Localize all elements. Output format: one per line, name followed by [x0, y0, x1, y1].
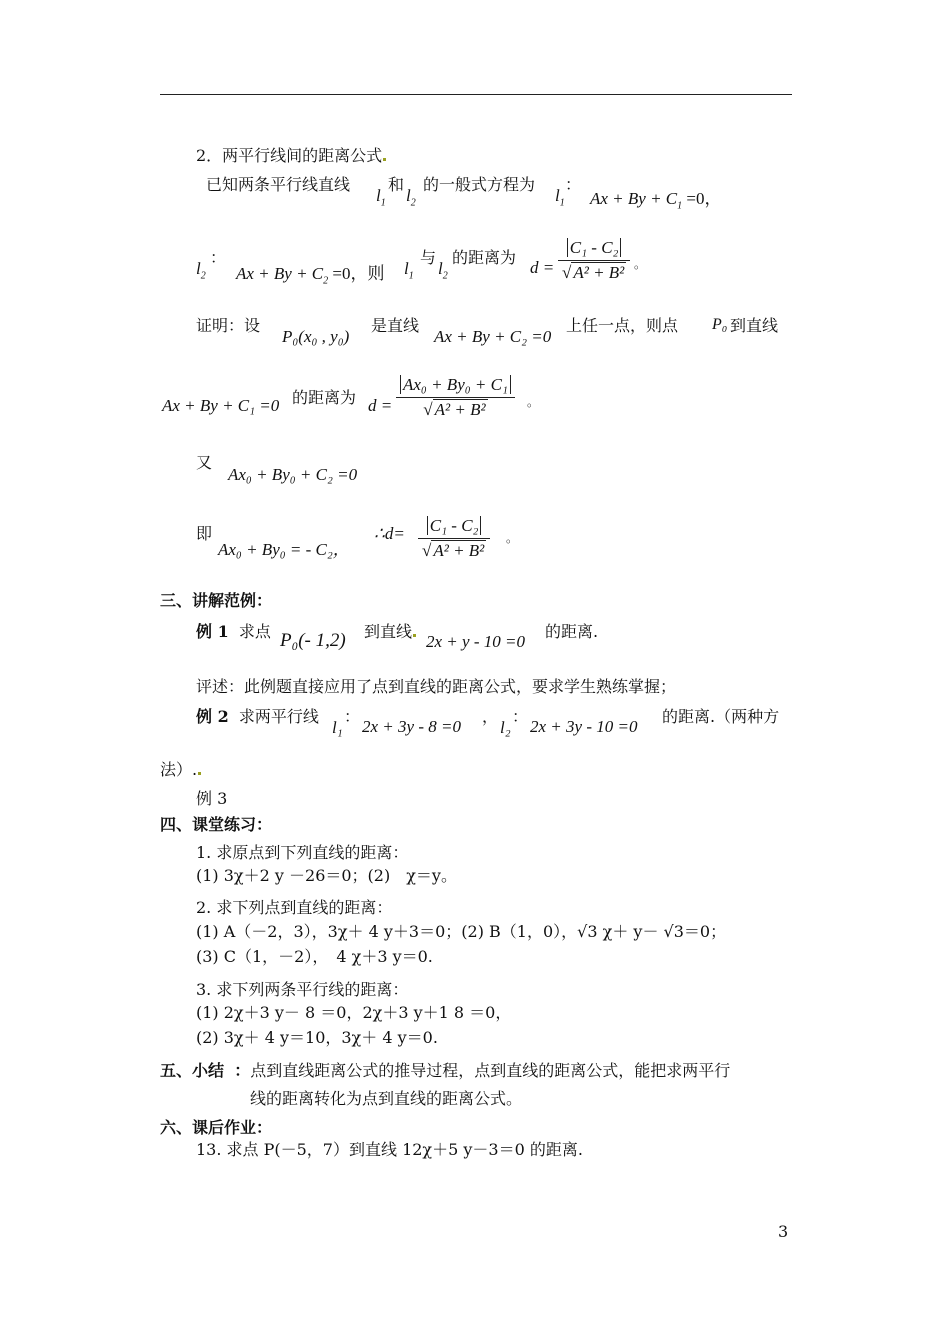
you-label: 又 — [196, 453, 213, 472]
colon-2: ： — [210, 248, 227, 267]
section-5: 五、小结 ：点到直线距离公式的推导过程，点到直线的距离公式，能把求两平行 — [160, 1061, 731, 1080]
sec2-with: 与 — [420, 248, 437, 267]
example-2-eq1: 2x + 3y - 8 =0 — [362, 717, 461, 736]
l2-symbol-3: $l_2$ — [196, 259, 206, 282]
l1-symbol-4: $l_1$ — [404, 259, 414, 282]
exercise-3-items-2: (2) 3χ＋ 4 y＝10，3χ＋ 4 y＝0. — [196, 1028, 438, 1047]
l2-symbol: $l_2$ — [406, 186, 416, 209]
example-2-colon1: ： — [344, 707, 361, 726]
homework-13: 13. 求点 P(－5，7）到直线 12χ＋5 y－3＝0 的距离. — [196, 1140, 583, 1159]
example-1-tail: 的距离. — [545, 622, 599, 641]
example-1-to-line: 到直线 — [364, 622, 416, 642]
equation-l2: $Ax + By + C_2 =0$，则 — [236, 264, 385, 287]
line3-mid: 的距离为 — [292, 388, 357, 407]
l1-symbol-2: $l_1$ — [555, 186, 565, 209]
section-6-heading: 六、课后作业： — [160, 1118, 273, 1137]
you-equation: Ax₀ + By₀ + C₂ =0 — [228, 465, 358, 484]
example-2-tail: 的距离.（两种方 — [662, 707, 780, 726]
example-2-colon2: ： — [512, 707, 529, 726]
exercise-2-items-1: (1) A（－2，3），3χ＋ 4 y＋3＝0；(2) B（1，0），√3 χ＋ y－ √3＝0； — [196, 922, 727, 941]
ji-label: 即 — [196, 524, 213, 543]
proof-lead: 证明：设 — [196, 316, 261, 335]
exercise-3: 3. 求下列两条平行线的距离： — [196, 980, 409, 999]
therefore-d: ∴d= — [374, 524, 405, 543]
proof-mid: 是直线 — [371, 316, 420, 335]
sec2-and: 和 — [388, 175, 405, 194]
example-2-eq2: 2x + 3y - 10 =0 — [530, 717, 638, 736]
example-2-tail-2: 法）. — [160, 760, 201, 780]
example-2: 例 2 求两平行线 — [196, 707, 319, 726]
exercise-2: 2. 求下列点到直线的距离： — [196, 898, 393, 917]
example-3: 例 3 — [196, 789, 228, 808]
section-3-heading: 三、讲解范例： — [160, 591, 273, 610]
example-2-l1: l₁ — [332, 718, 343, 737]
section-2-heading: 2．两平行线间的距离公式 — [196, 146, 386, 166]
sec2-distance-is: 的距离为 — [452, 248, 517, 267]
line3-eq: Ax + By + C₁ =0 — [162, 396, 280, 415]
sec2-line1: 已知两条平行线直线 — [206, 175, 351, 194]
example-1-line: 2x + y - 10 =0 — [426, 632, 525, 651]
equation-l1: $Ax + By + C_1 =0$， — [590, 189, 722, 212]
page-number: 3 — [778, 1222, 789, 1241]
example-1: 例 1 求点 — [196, 622, 271, 641]
distance-formula: $\frac{\text{C₁ - C₂}}{\text{√ A² + B²}}$ — [558, 238, 630, 283]
example-2-l2: l₂ — [500, 718, 511, 737]
section-4-heading: 四、课堂练习： — [160, 815, 273, 834]
exercise-1-items: (1) 3χ＋2 y －26＝0；(2) χ＝y。 — [196, 866, 457, 885]
comment: 评述：此例题直接应用了点到直线的距离公式，要求学生熟练掌握； — [196, 677, 677, 696]
colon: ： — [565, 175, 582, 194]
point-p0: P₀(x₀ , y₀) — [282, 327, 350, 346]
point-line-distance-formula: $\frac{\text{Ax₀ + By₀ + C₁}}{\text{√ A² + B²}}$ — [396, 375, 515, 420]
exercise-2-items-2: (3) C（1，－2）， 4 χ＋3 y＝0. — [196, 947, 433, 966]
proof-line-eq: Ax + By + C₂ =0 — [434, 327, 552, 346]
proof-to-line: 到直线 — [730, 316, 779, 335]
d-equals: d = — [530, 258, 555, 277]
l2-symbol-4: $l_2$ — [438, 259, 448, 282]
example-2-comma: ， — [482, 707, 499, 726]
period-3: 。 — [506, 531, 519, 545]
period-2: 。 — [527, 395, 540, 409]
exercise-3-items-1: (1) 2χ＋3 y－ 8 ＝0，2χ＋3 y＋1 8 ＝0， — [196, 1003, 512, 1022]
sec2-general-form: 的一般式方程为 — [423, 175, 536, 194]
example-1-point: P₀(- 1,2) — [280, 630, 346, 651]
period: 。 — [634, 257, 647, 271]
d-equals-2: d = — [368, 396, 393, 415]
section-5-line-2: 线的距离转化为点到直线的距离公式。 — [250, 1089, 523, 1108]
p0-label: P₀ — [712, 316, 728, 333]
ji-equation: Ax₀ + By₀ = - C₂， — [218, 540, 350, 559]
exercise-1: 1. 求原点到下列直线的距离： — [196, 843, 409, 862]
l1-symbol: $l_1$ — [376, 186, 386, 209]
header-rule — [160, 94, 792, 95]
therefore-formula: $\frac{\text{C₁ - C₂}}{\text{√ A² + B²}}$ — [418, 516, 490, 561]
proof-tail: 上任一点，则点 — [566, 316, 679, 335]
